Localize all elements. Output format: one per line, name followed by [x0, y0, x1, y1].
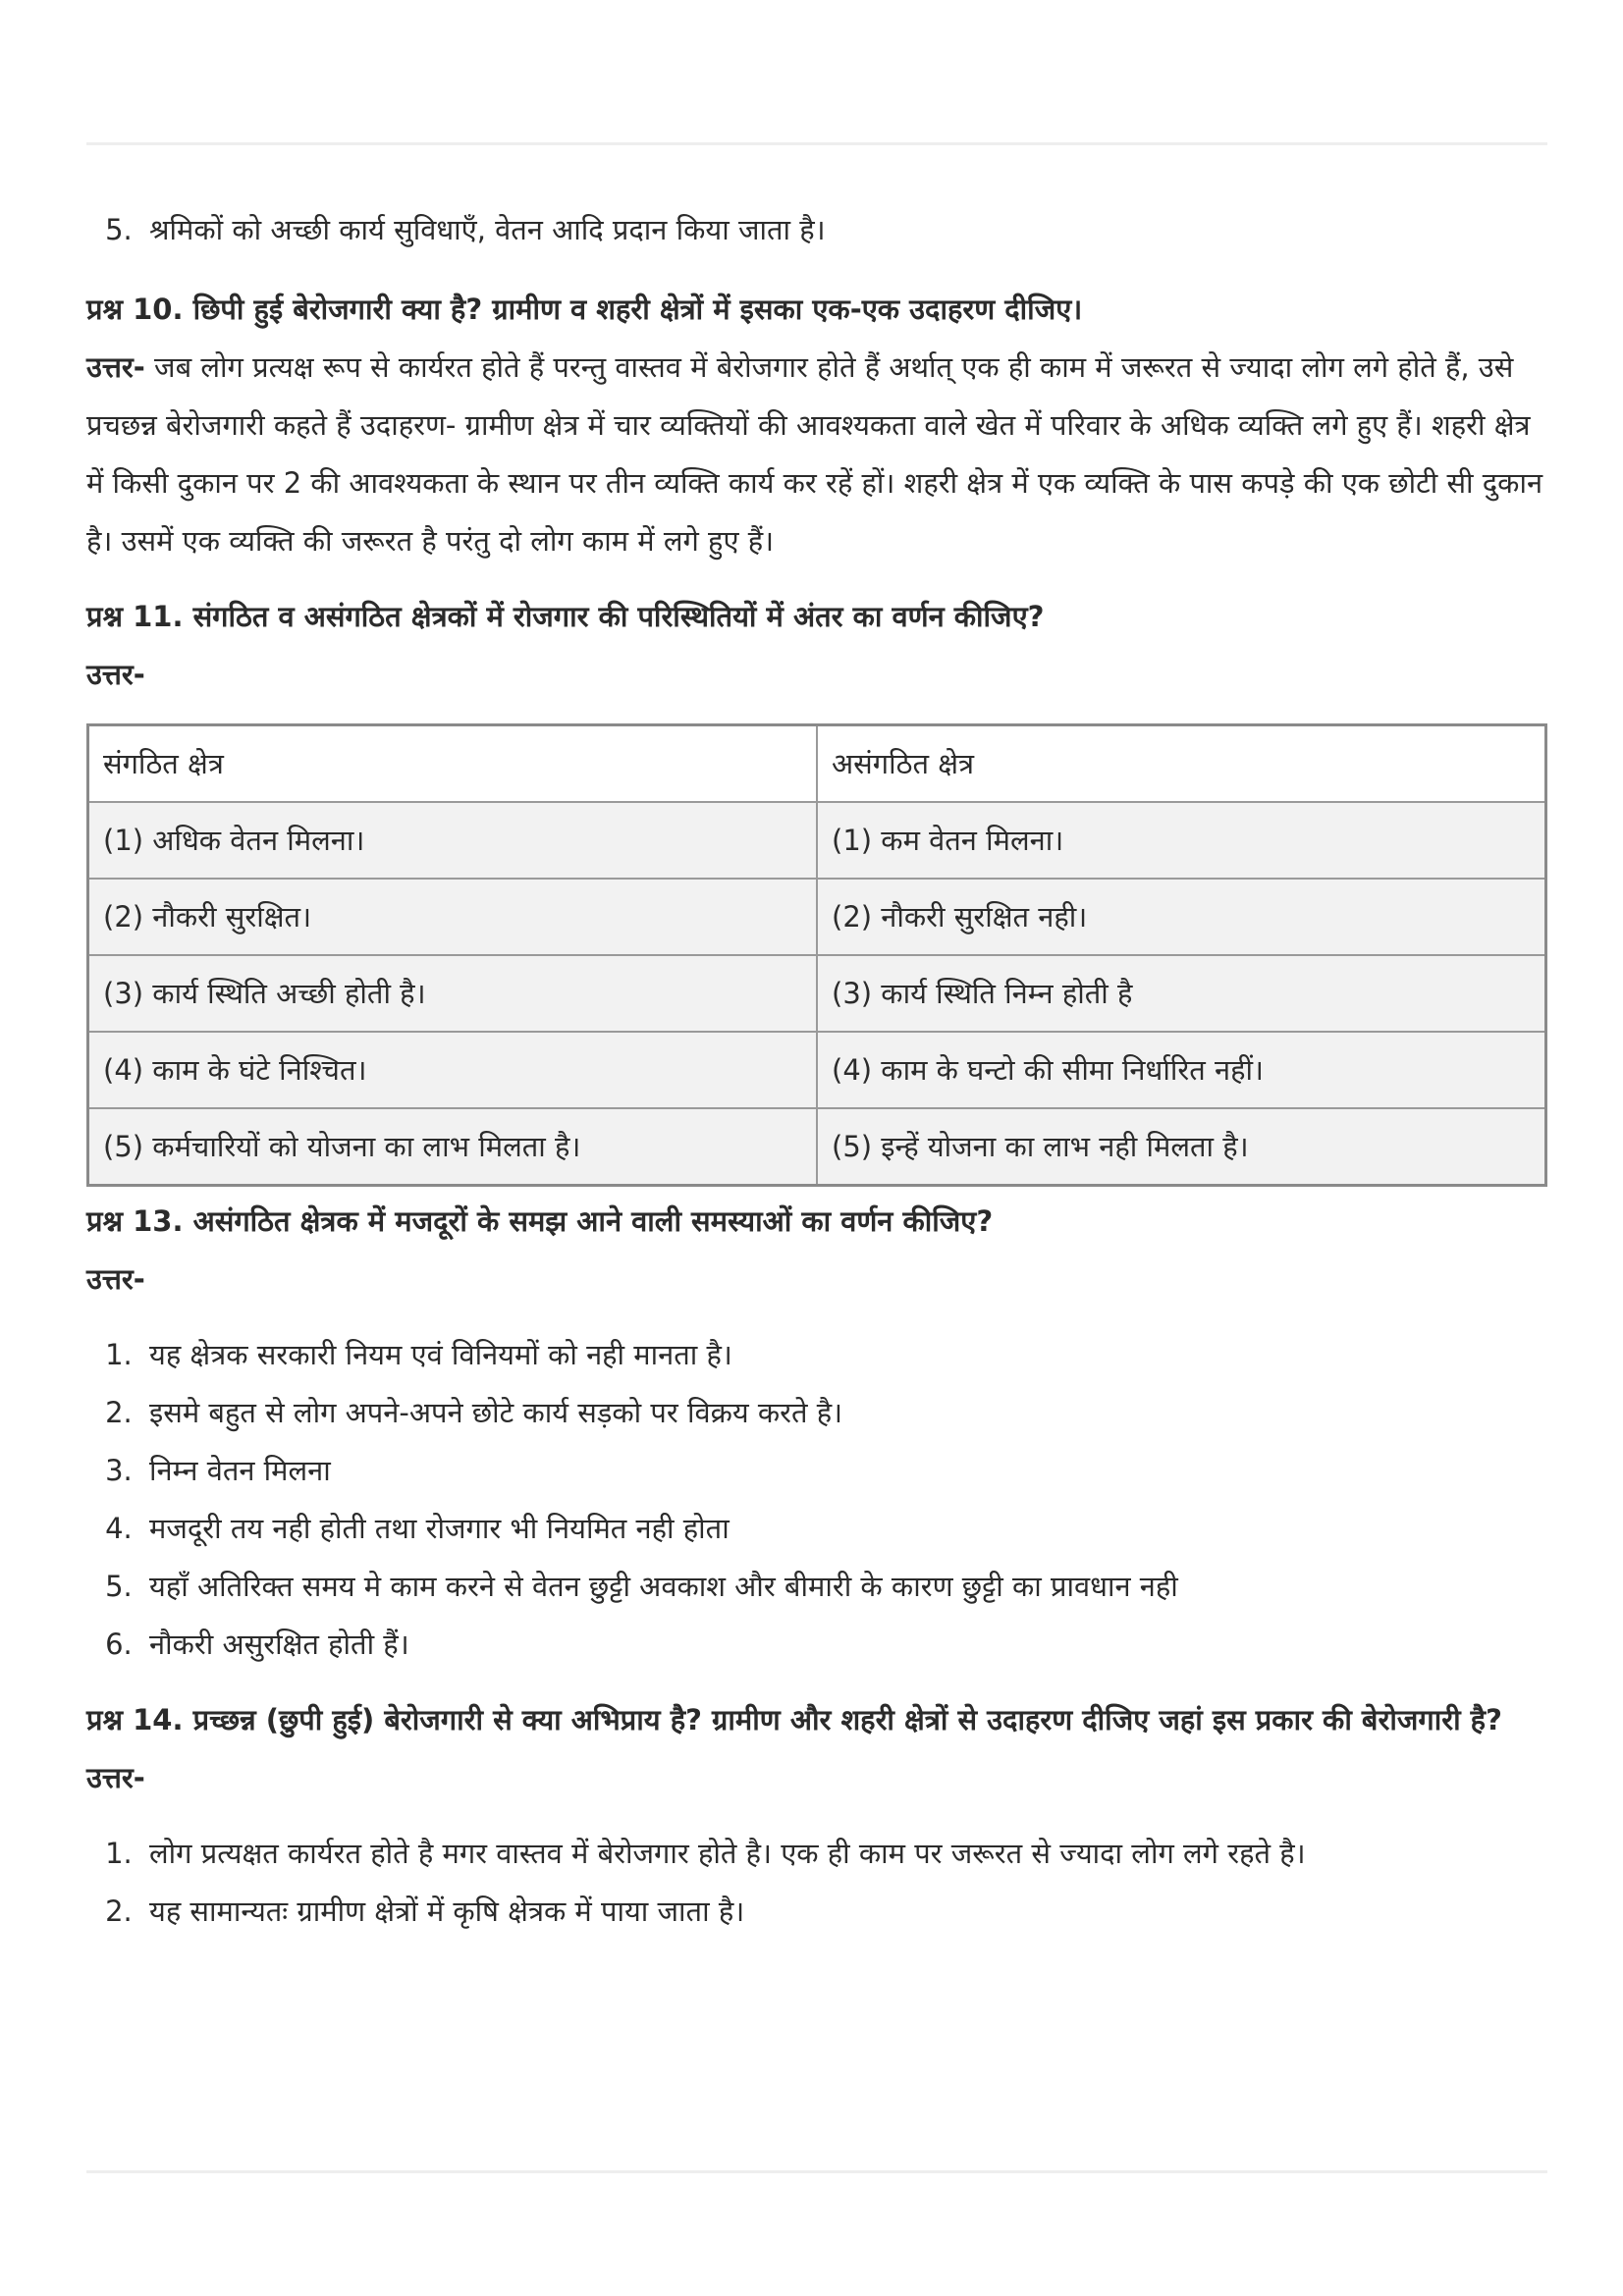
answer-label: उत्तर-: [86, 1761, 145, 1794]
answer-10: [86, 339, 1547, 570]
table-cell: (1) अधिक वेतन मिलना।: [88, 802, 818, 879]
table-row: [88, 802, 1546, 879]
list-item: 1. यह क्षेत्रक सरकारी नियम एवं विनियमों को नही मानता है।: [141, 1326, 1547, 1384]
page-content: [86, 201, 1547, 1941]
answer-13-list: [86, 1326, 1547, 1674]
question-11: प्रश्न 11. संगठित व असंगठित क्षेत्रकों में रोजगार की परिस्थितियों में अंतर का वर्णन कीजिए?: [86, 600, 1045, 633]
table-cell: (4) काम के घन्टो की सीमा निर्धारित नहीं।: [817, 1032, 1546, 1108]
list-item: 5. यहाँ अतिरिक्त समय मे काम करने से वेतन छुट्टी अवकाश और बीमारी के कारण छुट्टी का प्रावधान नही: [141, 1558, 1547, 1616]
table-cell: (1) कम वेतन मिलना।: [817, 802, 1546, 879]
list-item: 3. निम्न वेतन मिलना: [141, 1442, 1547, 1500]
list-item: 6. नौकरी असुरक्षित होती हैं।: [141, 1616, 1547, 1674]
answer-label: उत्तर-: [86, 350, 145, 384]
continued-list: [86, 201, 1547, 259]
list-item: 1. लोग प्रत्यक्षत कार्यरत होते है मगर वास्तव में बेरोजगार होते है। एक ही काम पर जरूरत से ज्यादा लोग लगे रहते है।: [141, 1825, 1547, 1883]
table-header-row: [88, 725, 1546, 803]
table-row: [88, 1032, 1546, 1108]
question-13: प्रश्न 13. असंगठित क्षेत्रक में मजदूरों के समझ आने वाली समस्याओं का वर्णन कीजिए?: [86, 1204, 994, 1238]
list-item: 5. श्रमिकों को अच्छी कार्य सुविधाएँ, वेतन आदि प्रदान किया जाता है।: [141, 201, 1547, 259]
table-cell: (2) नौकरी सुरक्षित।: [88, 879, 818, 955]
answer-10-text: जब लोग प्रत्यक्ष रूप से कार्यरत होते हैं परन्तु वास्तव में बेरोजगार होते हैं अर्थात् एक ही काम में जरूरत से ज्यादा लोग लगे होते हैं, उसे प्रचछन्न बेरोजगारी कहते हैं उदाहरण- ग्रामीण क्षेत्र में चार व्यक्तियों की आवश्यकता वाले खेत में परिवार के अधिक व्यक्ति लगे हुए हैं। शहरी क्षेत्र में किसी दुकान पर 2 की आवश्यकता के स्थान पर तीन व्यक्ति कार्य कर रहें हों। शहरी क्षेत्र में एक व्यक्ति के पास कपड़े की एक छोटी सी दुकान है। उसमें एक व्यक्ति की जरूरत है परंतु दो लोग काम में लगे हुए हैं।: [86, 350, 1543, 558]
table-cell: (3) कार्य स्थिति अच्छी होती है।: [88, 955, 818, 1032]
table-cell: (2) नौकरी सुरक्षित नही।: [817, 879, 1546, 955]
list-item: 2. यह सामान्यतः ग्रामीण क्षेत्रों में कृषि क्षेत्रक में पाया जाता है।: [141, 1883, 1547, 1941]
bottom-divider: [86, 2170, 1547, 2173]
table-cell: (3) कार्य स्थिति निम्न होती है: [817, 955, 1546, 1032]
answer-label: उत्तर-: [86, 1262, 145, 1296]
table-cell: (5) इन्हें योजना का लाभ नही मिलता है।: [817, 1108, 1546, 1186]
question-10: प्रश्न 10. छिपी हुई बेरोजगारी क्या है? ग्रामीण व शहरी क्षेत्रों में इसका एक-एक उदाहरण दीजिए।: [86, 293, 1083, 326]
table-row: [88, 955, 1546, 1032]
table-row: [88, 879, 1546, 955]
top-divider: [86, 142, 1547, 145]
column-header-organised: संगठित क्षेत्र: [88, 725, 818, 803]
question-14: प्रश्न 14. प्रच्छन्न (छुपी हुई) बेरोजगारी से क्या अभिप्राय है? ग्रामीण और शहरी क्षेत्रों से उदाहरण दीजिए जहां इस प्रकार की बेरोजगारी है?: [86, 1703, 1502, 1736]
table-cell: (4) काम के घंटे निश्चित।: [88, 1032, 818, 1108]
answer-14-list: [86, 1825, 1547, 1941]
table-cell: (5) कर्मचारियों को योजना का लाभ मिलता है।: [88, 1108, 818, 1186]
list-item: 4. मजदूरी तय नही होती तथा रोजगार भी नियमित नही होता: [141, 1500, 1547, 1558]
comparison-table: [86, 723, 1547, 1187]
list-item: 2. इसमे बहुत से लोग अपने-अपने छोटे कार्य सड़को पर विक्रय करते है।: [141, 1384, 1547, 1442]
column-header-unorganised: असंगठित क्षेत्र: [817, 725, 1546, 803]
table-row: [88, 1108, 1546, 1186]
answer-label: उत्तर-: [86, 658, 145, 691]
